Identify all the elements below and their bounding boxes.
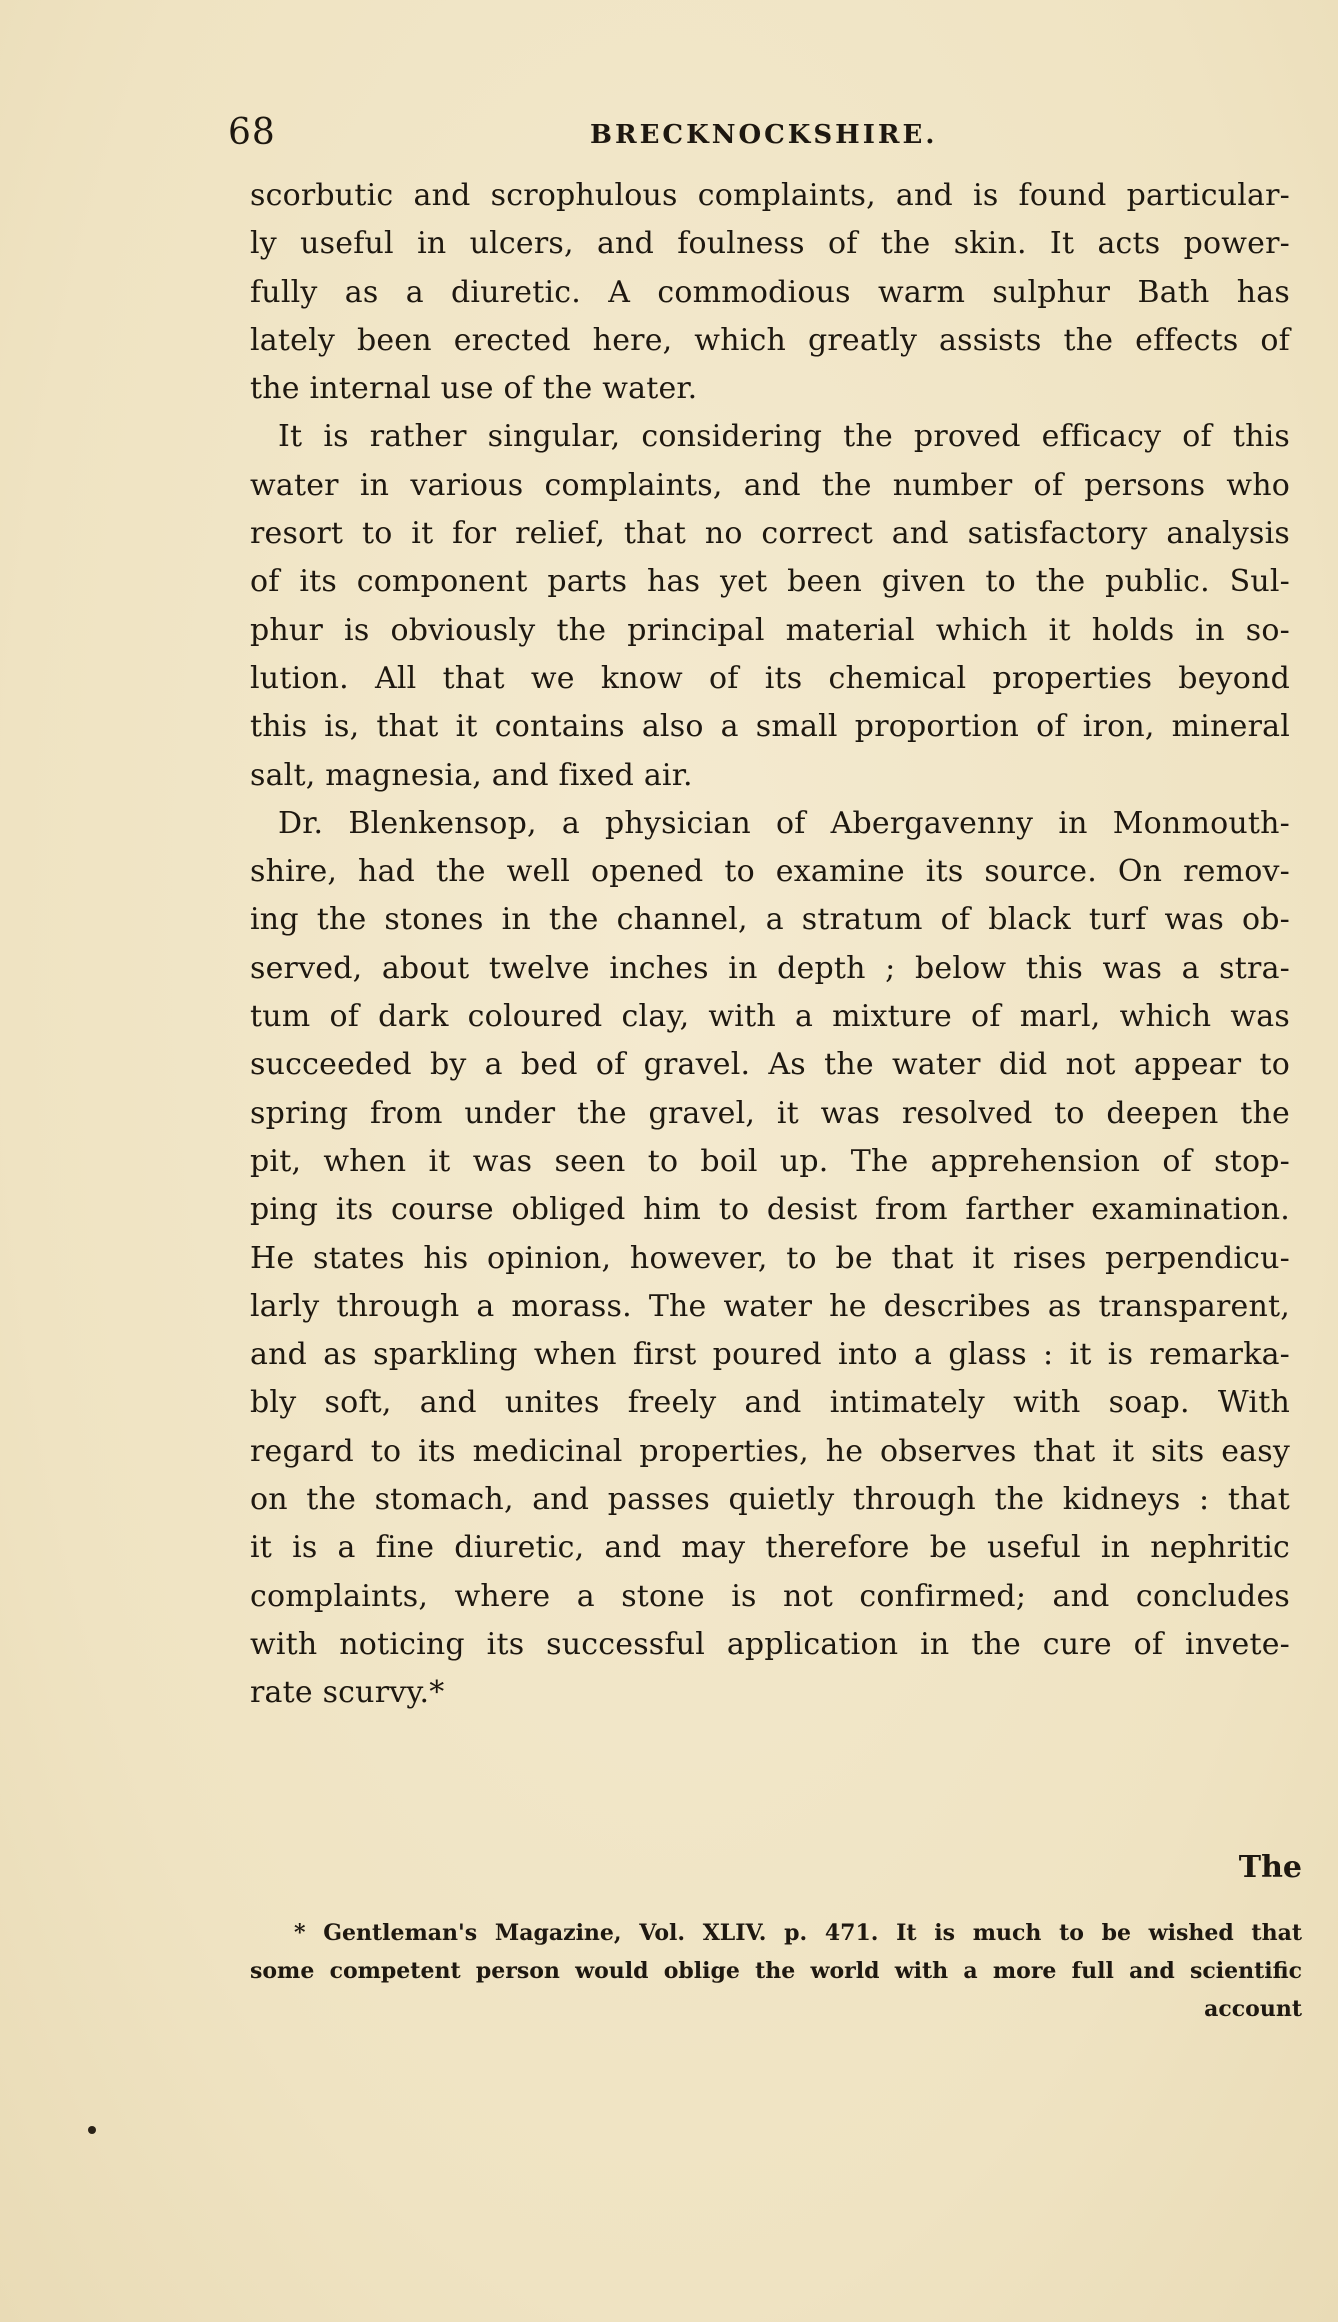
- body-line: He states his opinion, however, to be that it rises perpendicu-: [250, 1240, 1290, 1276]
- body-line: the internal use of the water.: [250, 371, 698, 407]
- body-line: it is a fine diuretic, and may therefore be useful in nephritic: [250, 1530, 1290, 1566]
- running-head-title: BRECKNOCKSHIRE.: [590, 120, 938, 150]
- page-number: 68: [228, 112, 276, 153]
- body-text: [250, 172, 1290, 1718]
- body-line: scorbutic and scrophulous complaints, and is found particular-: [250, 178, 1290, 213]
- body-line: lution. All that we know of its chemical properties beyond: [250, 660, 1290, 696]
- body-line: shire, had the well opened to examine its source. On remov-: [250, 854, 1290, 890]
- body-line: regard to its medicinal properties, he observes that it sits easy: [250, 1433, 1290, 1469]
- body-line: ing the stones in the channel, a stratum of black turf was ob-: [250, 902, 1290, 938]
- ink-speck: [88, 2126, 96, 2134]
- body-line: larly through a morass. The water he describes as transparent,: [250, 1288, 1290, 1324]
- body-line: ping its course obliged him to desist from farther examination.: [250, 1192, 1290, 1228]
- body-line: water in various complaints, and the number of persons who: [250, 467, 1290, 503]
- body-line: with noticing its successful application in the cure of invete-: [250, 1626, 1290, 1662]
- running-head: [0, 112, 1338, 162]
- body-line: lately been erected here, which greatly assists the effects of: [250, 322, 1290, 358]
- body-line: fully as a diuretic. A commodious warm sulphur Bath has: [250, 274, 1290, 310]
- body-line: of its component parts has yet been given to the public. Sul-: [250, 564, 1290, 600]
- body-line: tum of dark coloured clay, with a mixture of marl, which was: [250, 999, 1290, 1035]
- paragraph-start: Dr. Blenkensop, a physician of Abergavenny in Monmouth-: [278, 805, 1290, 841]
- footnote-line: some competent person would oblige the world with a more full and scientific: [250, 1958, 1302, 1984]
- paragraph-start: It is rather singular, considering the proved efficacy of this: [278, 419, 1290, 455]
- body-line: resort to it for relief, that no correct and satisfactory analysis: [250, 516, 1290, 552]
- body-line: salt, magnesia, and fixed air.: [250, 757, 693, 793]
- body-line: this is, that it contains also a small proportion of iron, mineral: [250, 709, 1290, 745]
- footnote: [250, 1914, 1302, 2028]
- body-line: succeeded by a bed of gravel. As the water did not appear to: [250, 1047, 1290, 1083]
- body-line: bly soft, and unites freely and intimately with soap. With: [250, 1385, 1290, 1421]
- body-line: on the stomach, and passes quietly through the kidneys : that: [250, 1482, 1290, 1518]
- body-line: and as sparkling when first poured into a glass : it is remarka-: [250, 1337, 1290, 1373]
- body-line: pit, when it was seen to boil up. The apprehension of stop-: [250, 1143, 1290, 1179]
- body-line: served, about twelve inches in depth ; below this was a stra-: [250, 950, 1290, 986]
- footnote-catchword: account: [1204, 1996, 1302, 2022]
- body-line: phur is obviously the principal material which it holds in so-: [250, 612, 1290, 648]
- footnote-line: * Gentleman's Magazine, Vol. XLIV. p. 471. It is much to be wished that: [294, 1920, 1302, 1946]
- body-line: complaints, where a stone is not confirmed; and concludes: [250, 1578, 1290, 1614]
- body-line: rate scurvy.*: [250, 1675, 445, 1711]
- body-line: ly useful in ulcers, and foulness of the skin. It acts power-: [250, 226, 1290, 262]
- body-line: spring from under the gravel, it was resolved to deepen the: [250, 1095, 1290, 1131]
- catchword: The: [1238, 1850, 1302, 1885]
